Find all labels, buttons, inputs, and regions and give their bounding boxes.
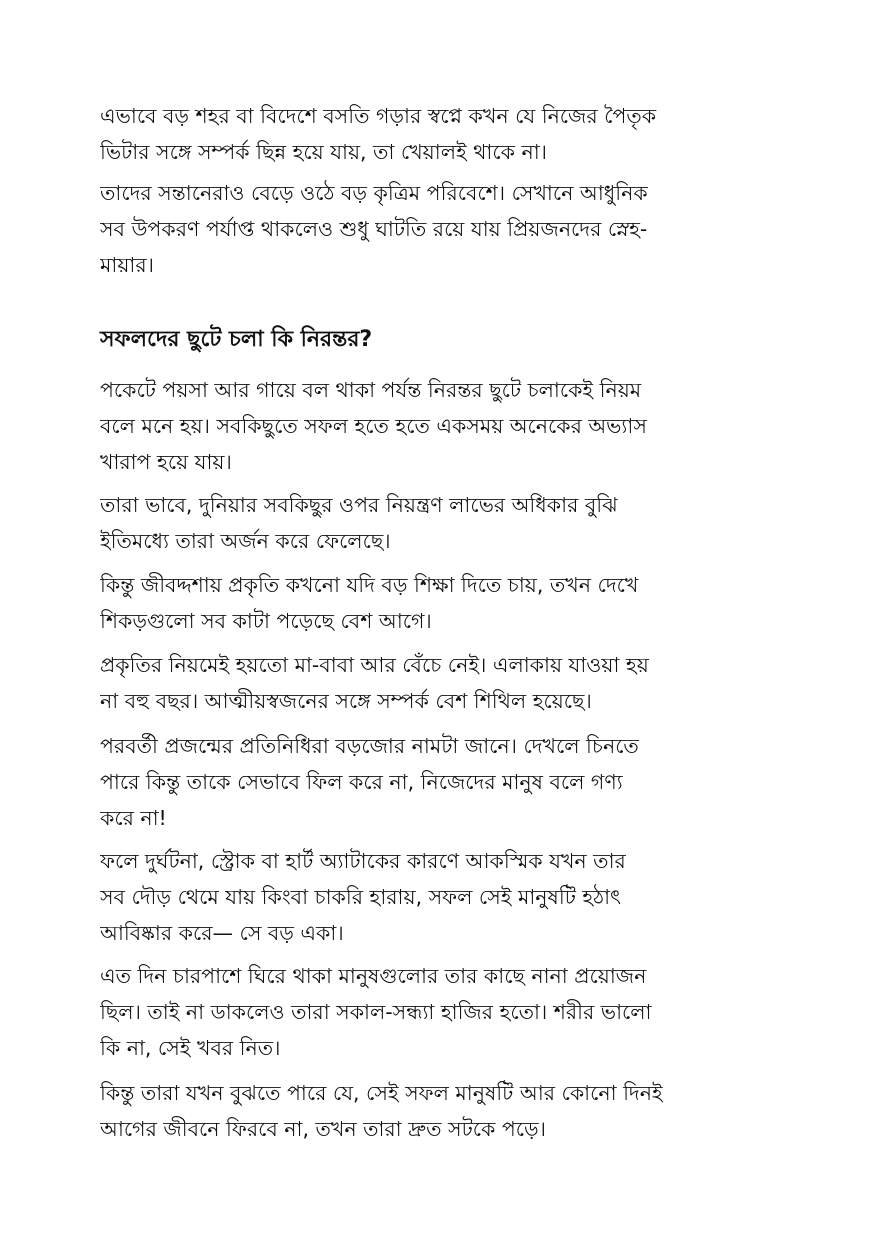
text-line: আগের জীবনে ফিরবে না, তখন তারা দ্রুত সটকে পড়ে। — [100, 1117, 546, 1141]
paragraph-1 — [100, 98, 760, 170]
text-line: পরবর্তী প্রজন্মের প্রতিনিধিরা বড়জোর নামটা জানে। দেখলে চিনতে — [100, 734, 639, 758]
text-line: এভাবে বড় শহর বা বিদেশে বসতি গড়ার স্বপ্নে কখন যে নিজের পৈতৃক — [100, 104, 657, 128]
text-line: শিকড়গুলো সব কাটা পড়েছে বেশ আগে। — [100, 609, 432, 633]
paragraph-5 — [100, 567, 760, 639]
text-line: ছিল। তাই না ডাকলেও তারা সকাল-সন্ধ্যা হাজির হতো। শরীর ভালো — [100, 1000, 652, 1024]
paragraph-2 — [100, 175, 760, 283]
paragraph-7 — [100, 728, 760, 836]
text-line: পারে কিন্তু তাকে সেভাবে ফিল করে না, নিজেদের মানুষ বলে গণ্য — [100, 770, 623, 794]
text-line: সব দৌড় থেমে যায় কিংবা চাকরি হারায়, সফল সেই মানুষটি হঠাৎ — [100, 885, 622, 909]
text-line: সব উপকরণ পর্যাপ্ত থাকলেও শুধু ঘাটতি রয়ে যায় প্রিয়জনদের স্নেহ- — [100, 217, 648, 241]
text-line: তারা ভাবে, দুনিয়ার সবকিছুর ওপর নিয়ন্ত্রণ লাভের অধিকার বুঝি — [100, 493, 618, 517]
text-line: মায়ার। — [100, 253, 154, 277]
section-heading: সফলদের ছুটে চলা কি নিরন্তর? — [100, 327, 373, 352]
paragraph-9 — [100, 958, 760, 1066]
text-line: না বহু বছর। আত্মীয়স্বজনের সঙ্গে সম্পর্ক বেশ শিথিল হয়েছে। — [100, 689, 592, 713]
text-line: ভিটার সঙ্গে সম্পর্ক ছিন্ন হয়ে যায়, তা খেয়ালই থাকে না। — [100, 140, 547, 164]
text-line: কিন্তু তারা যখন বুঝতে পারে যে, সেই সফল মানুষটি আর কোনো দিনই — [100, 1081, 663, 1105]
text-line: করে না! — [100, 806, 167, 830]
paragraph-6 — [100, 647, 760, 719]
text-line: এত দিন চারপাশে ঘিরে থাকা মানুষগুলোর তার কাছে নানা প্রয়োজন — [100, 964, 647, 988]
text-line: পকেটে পয়সা আর গায়ে বল থাকা পর্যন্ত নিরন্তর ছুটে চলাকেই নিয়ম — [100, 378, 642, 402]
paragraph-4 — [100, 487, 760, 559]
text-line: আবিষ্কার করে— সে বড় একা। — [100, 921, 344, 945]
text-line: কি না, সেই খবর নিত। — [100, 1036, 281, 1060]
text-line: ফলে দুর্ঘটনা, স্ট্রোক বা হার্ট অ্যাটাকের কারণে আকস্মিক যখন তার — [100, 849, 626, 873]
text-line: ইতিমধ্যে তারা অর্জন করে ফেলেছে। — [100, 529, 391, 553]
text-line: তাদের সন্তানেরাও বেড়ে ওঠে বড় কৃত্রিম পরিবেশে। সেখানে আধুনিক — [100, 181, 648, 205]
paragraph-8 — [100, 843, 760, 951]
text-line: কিন্তু জীবদ্দশায় প্রকৃতি কখনো যদি বড় শিক্ষা দিতে চায়, তখন দেখে — [100, 573, 639, 597]
text-line: প্রকৃতির নিয়মেই হয়তো মা-বাবা আর বেঁচে নেই। এলাকায় যাওয়া হয় — [100, 653, 649, 677]
paragraph-10 — [100, 1075, 760, 1147]
text-line: খারাপ হয়ে যায়। — [100, 450, 232, 474]
text-line: বলে মনে হয়। সবকিছুতে সফল হতে হতে একসময় অনেকের অভ্যাস — [100, 414, 647, 438]
paragraph-3 — [100, 372, 760, 480]
